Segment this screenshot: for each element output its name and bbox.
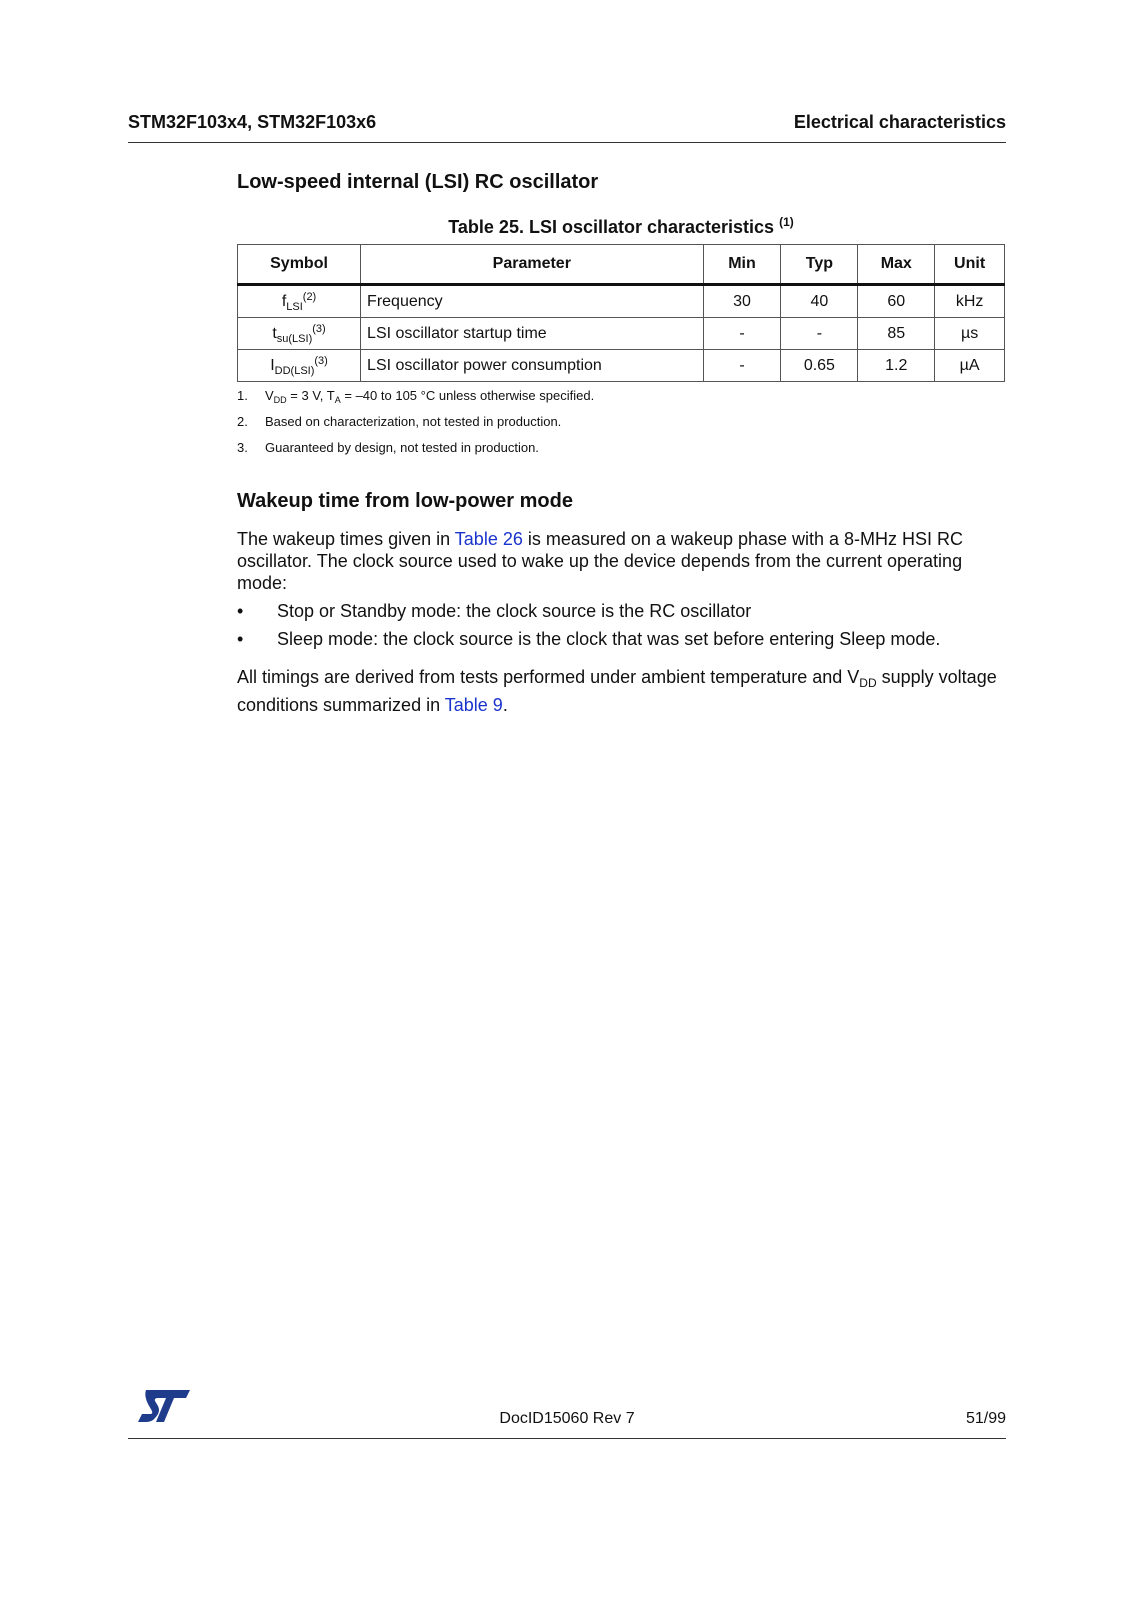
col-header-unit: Unit [935,245,1005,285]
table-row [238,318,1005,350]
col-header-max: Max [858,245,935,285]
section-title-lsi: Low-speed internal (LSI) RC oscillator [237,171,599,193]
bullet-icon: • [237,601,244,621]
footnote-1 [237,388,594,414]
footnote-text: Based on characterization, not tested in production. [265,414,562,429]
cell-max: 60 [858,285,935,318]
footnote-subscript: DD [273,395,287,405]
wakeup-bullet-list [237,601,1007,657]
col-header-typ: Typ [781,245,858,285]
footnote-text: Guaranteed by design, not tested in production. [265,440,539,455]
cell-max: 85 [858,318,935,350]
section-title-wakeup: Wakeup time from low-power mode [237,490,573,512]
document-id: DocID15060 Rev 7 [499,1410,635,1427]
page-footer [128,1388,1006,1439]
footnote-2 [237,414,594,440]
footnote-text-part: V [265,388,274,403]
list-item [237,601,1007,629]
table-footnotes [237,388,594,466]
symbol-note: (2) [302,290,317,303]
paragraph-text: The wakeup times given in [237,529,455,549]
table-26-link[interactable]: Table 26 [454,529,523,549]
page-header [128,108,1006,143]
paragraph-text: supply voltage conditions summarized in [237,667,997,715]
paragraph-subscript: DD [859,676,877,690]
cell-unit: kHz [935,285,1005,318]
bullet-icon: • [237,629,244,649]
paragraph-text: All timings are derived from tests performed under ambient temperature and V [237,667,860,687]
symbol-subscript: DD(LSI) [274,364,315,377]
footnote-number: 1. [237,388,248,403]
cell-max: 1.2 [858,350,935,382]
cell-parameter: LSI oscillator startup time [361,318,703,350]
list-item [237,629,1007,657]
table-header-row [238,245,1005,285]
symbol-note: (3) [314,354,328,367]
header-product: STM32F103x4, STM32F103x6 [128,112,377,132]
footnote-text-part: = 3 V, T [286,388,335,403]
cell-parameter: Frequency [361,285,703,318]
list-item-text: Stop or Standby mode: the clock source is the RC oscillator [277,601,752,621]
symbol-subscript: LSI [286,300,303,313]
cell-unit: µs [935,318,1005,350]
footnote-subscript: A [334,395,341,405]
paragraph-text: . [502,695,508,715]
symbol-main: I [270,356,275,374]
col-header-symbol: Symbol [238,245,361,285]
cell-unit: µA [935,350,1005,382]
cell-symbol [238,285,361,318]
footnote-text [265,388,594,414]
table-9-link[interactable]: Table 9 [444,695,503,715]
page-number: 51/99 [965,1410,1006,1427]
table-caption [237,215,1005,238]
symbol-note: (3) [312,322,326,335]
cell-typ: 40 [781,285,858,318]
table-row [238,285,1005,318]
table-caption-note: (1) [779,215,794,229]
footnote-3 [237,440,594,466]
col-header-parameter: Parameter [361,245,703,285]
cell-typ: 0.65 [781,350,858,382]
cell-min: 30 [703,285,781,318]
cell-symbol [238,318,361,350]
footnote-number: 2. [237,414,248,429]
paragraph-text: is measured on a wakeup phase with a 8-MHz HSI RC oscillator. The clock source used to wake up the device depends from the current operating mode: [237,529,964,593]
cell-min: - [703,318,781,350]
list-item-text: Sleep mode: the clock source is the clock that was set before entering Sleep mode. [277,629,941,649]
footnote-text-part: = –40 to 105 °C unless otherwise specified. [340,388,595,403]
timings-paragraph [237,666,1007,716]
symbol-main: t [272,324,277,342]
col-header-min: Min [703,245,781,285]
cell-typ: - [781,318,858,350]
lsi-characteristics-table [237,244,1005,382]
cell-min: - [703,350,781,382]
table-caption-text: Table 25. LSI oscillator characteristics [448,217,775,237]
cell-symbol [238,350,361,382]
symbol-subscript: su(LSI) [276,332,313,345]
cell-parameter: LSI oscillator power consumption [361,350,703,382]
symbol-main: f [281,292,287,310]
header-section: Electrical characteristics [793,112,1006,132]
footnote-number: 3. [237,440,248,455]
wakeup-paragraph [237,528,1007,594]
table-row [238,350,1005,382]
